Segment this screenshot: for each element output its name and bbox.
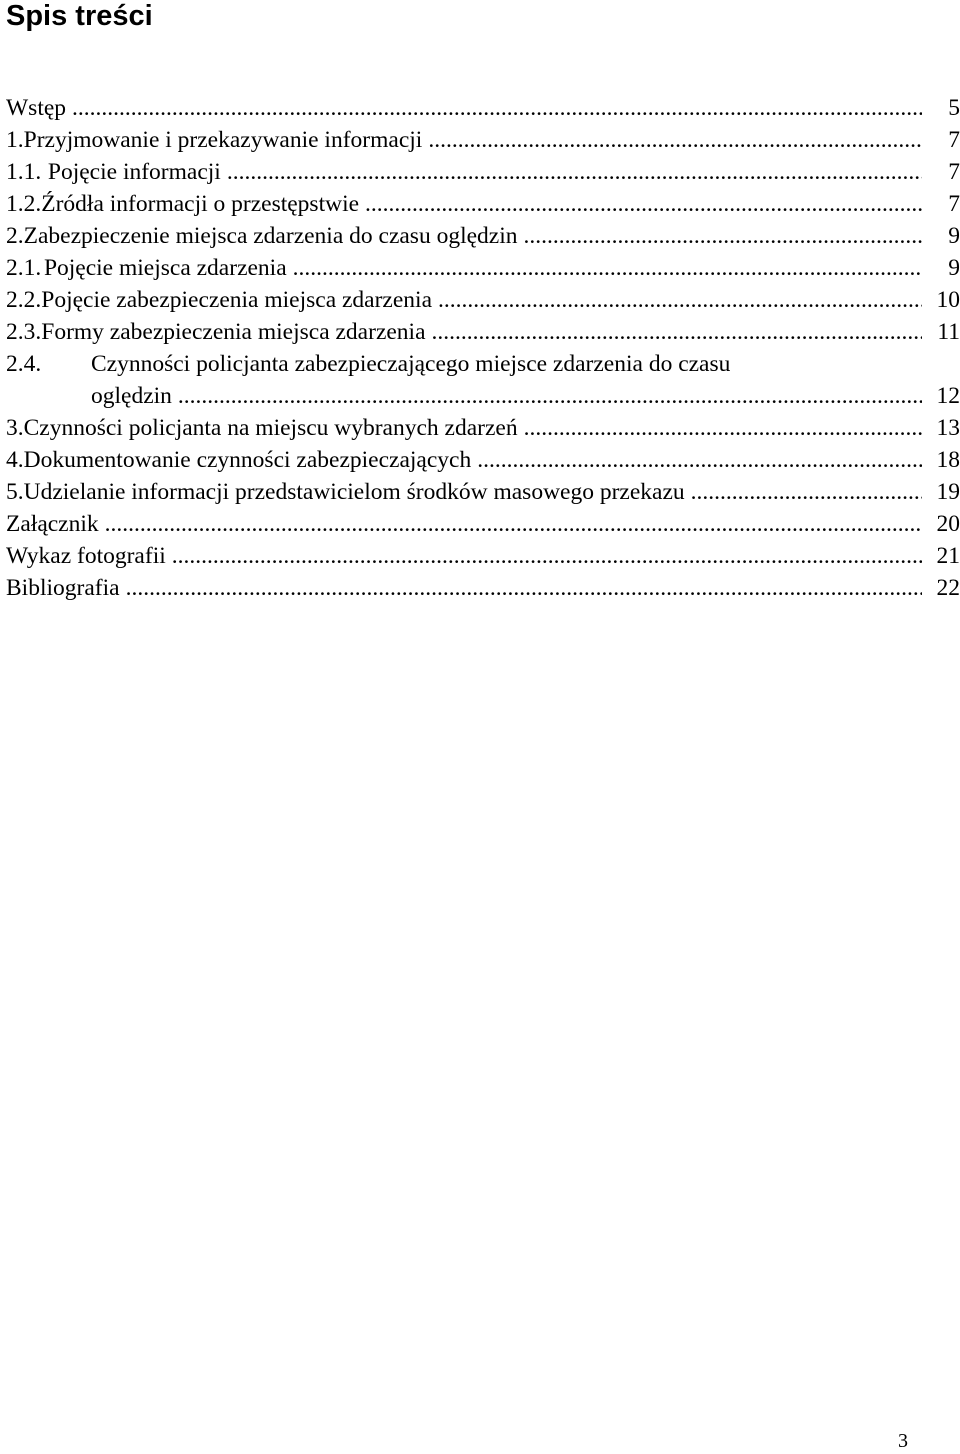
toc-entry-2-1[interactable] bbox=[6, 252, 960, 284]
toc-page: 13 bbox=[937, 412, 960, 444]
leader-dots bbox=[359, 188, 922, 220]
toc-page: 9 bbox=[948, 220, 960, 252]
leader-dots bbox=[166, 540, 922, 572]
toc-page: 7 bbox=[948, 124, 960, 156]
leader-dots bbox=[685, 476, 922, 508]
toc-entry-2-2[interactable] bbox=[6, 284, 960, 316]
toc-page: 7 bbox=[948, 188, 960, 220]
toc-page: 21 bbox=[937, 540, 960, 572]
toc-label: Wstęp bbox=[6, 92, 66, 124]
toc-entry-2-4-continued[interactable] bbox=[6, 380, 960, 412]
toc-entry-wstep[interactable] bbox=[6, 92, 960, 124]
leader-dots bbox=[99, 508, 922, 540]
toc-entry-2-4[interactable] bbox=[6, 348, 960, 380]
toc-number: 5. bbox=[6, 476, 24, 508]
toc-label: Pojęcie zabezpieczenia miejsca zdarzenia bbox=[41, 284, 432, 316]
toc-label: Przyjmowanie i przekazywanie informacji bbox=[24, 124, 423, 156]
toc-page: 11 bbox=[937, 316, 960, 348]
toc-entry-1-2[interactable] bbox=[6, 188, 960, 220]
toc-entry-1[interactable] bbox=[6, 124, 960, 156]
leader-dots bbox=[426, 316, 922, 348]
toc-page: 19 bbox=[937, 476, 960, 508]
toc-page: 7 bbox=[948, 156, 960, 188]
toc-label: Załącznik bbox=[6, 508, 99, 540]
toc-label: Pojęcie miejsca zdarzenia bbox=[44, 252, 287, 284]
toc-page: 9 bbox=[948, 252, 960, 284]
leader-dots bbox=[221, 156, 922, 188]
toc-label: Bibliografia bbox=[6, 572, 120, 604]
toc-entry-zalacznik[interactable] bbox=[6, 508, 960, 540]
toc-entry-wykaz-fotografii[interactable] bbox=[6, 540, 960, 572]
leader-dots bbox=[422, 124, 922, 156]
toc-page: 12 bbox=[937, 380, 960, 412]
toc-number: 1. bbox=[6, 124, 24, 156]
toc-number: 3. bbox=[6, 412, 24, 444]
toc-label: Pojęcie informacji bbox=[48, 156, 221, 188]
toc-page: 20 bbox=[937, 508, 960, 540]
toc-number: 2. bbox=[6, 220, 24, 252]
toc-number: 1.1. bbox=[6, 156, 48, 188]
toc-label: Udzielanie informacji przedstawicielom środków masowego przekazu bbox=[24, 476, 685, 508]
toc-entry-bibliografia[interactable] bbox=[6, 572, 960, 604]
toc-page: 10 bbox=[937, 284, 960, 316]
page-number: 3 bbox=[898, 1428, 908, 1454]
toc-label: Źródła informacji o przestępstwie bbox=[41, 188, 359, 220]
table-of-contents bbox=[6, 92, 960, 604]
toc-label: Formy zabezpieczenia miejsca zdarzenia bbox=[41, 316, 425, 348]
leader-dots bbox=[287, 252, 922, 284]
toc-entry-1-1[interactable] bbox=[6, 156, 960, 188]
leader-dots bbox=[120, 572, 922, 604]
toc-number: 2.2. bbox=[6, 284, 41, 316]
toc-entry-3[interactable] bbox=[6, 412, 960, 444]
leader-dots bbox=[432, 284, 922, 316]
toc-page: 18 bbox=[937, 444, 960, 476]
leader-dots bbox=[172, 380, 922, 412]
toc-number: 1.2. bbox=[6, 188, 41, 220]
page-title: Spis treści bbox=[6, 0, 153, 36]
toc-entry-4[interactable] bbox=[6, 444, 960, 476]
leader-dots bbox=[518, 412, 922, 444]
toc-number: 4. bbox=[6, 444, 24, 476]
leader-dots bbox=[66, 92, 922, 124]
toc-number: 2.4. bbox=[6, 348, 91, 380]
leader-dots bbox=[471, 444, 922, 476]
toc-label-continued: oględzin bbox=[91, 380, 172, 412]
toc-number: 2.3. bbox=[6, 316, 41, 348]
toc-entry-2-3[interactable] bbox=[6, 316, 960, 348]
toc-label: Czynności policjanta zabezpieczającego miejsce zdarzenia do czasu bbox=[91, 348, 730, 380]
toc-entry-2[interactable] bbox=[6, 220, 960, 252]
toc-page: 5 bbox=[948, 92, 960, 124]
toc-entry-5[interactable] bbox=[6, 476, 960, 508]
toc-page: 22 bbox=[937, 572, 960, 604]
toc-label: Dokumentowanie czynności zabezpieczających bbox=[24, 444, 472, 476]
toc-number: 2.1. bbox=[6, 252, 44, 284]
toc-label: Wykaz fotografii bbox=[6, 540, 166, 572]
toc-label: Zabezpieczenie miejsca zdarzenia do czasu oględzin bbox=[24, 220, 518, 252]
leader-dots bbox=[518, 220, 923, 252]
toc-label: Czynności policjanta na miejscu wybranych zdarzeń bbox=[24, 412, 518, 444]
